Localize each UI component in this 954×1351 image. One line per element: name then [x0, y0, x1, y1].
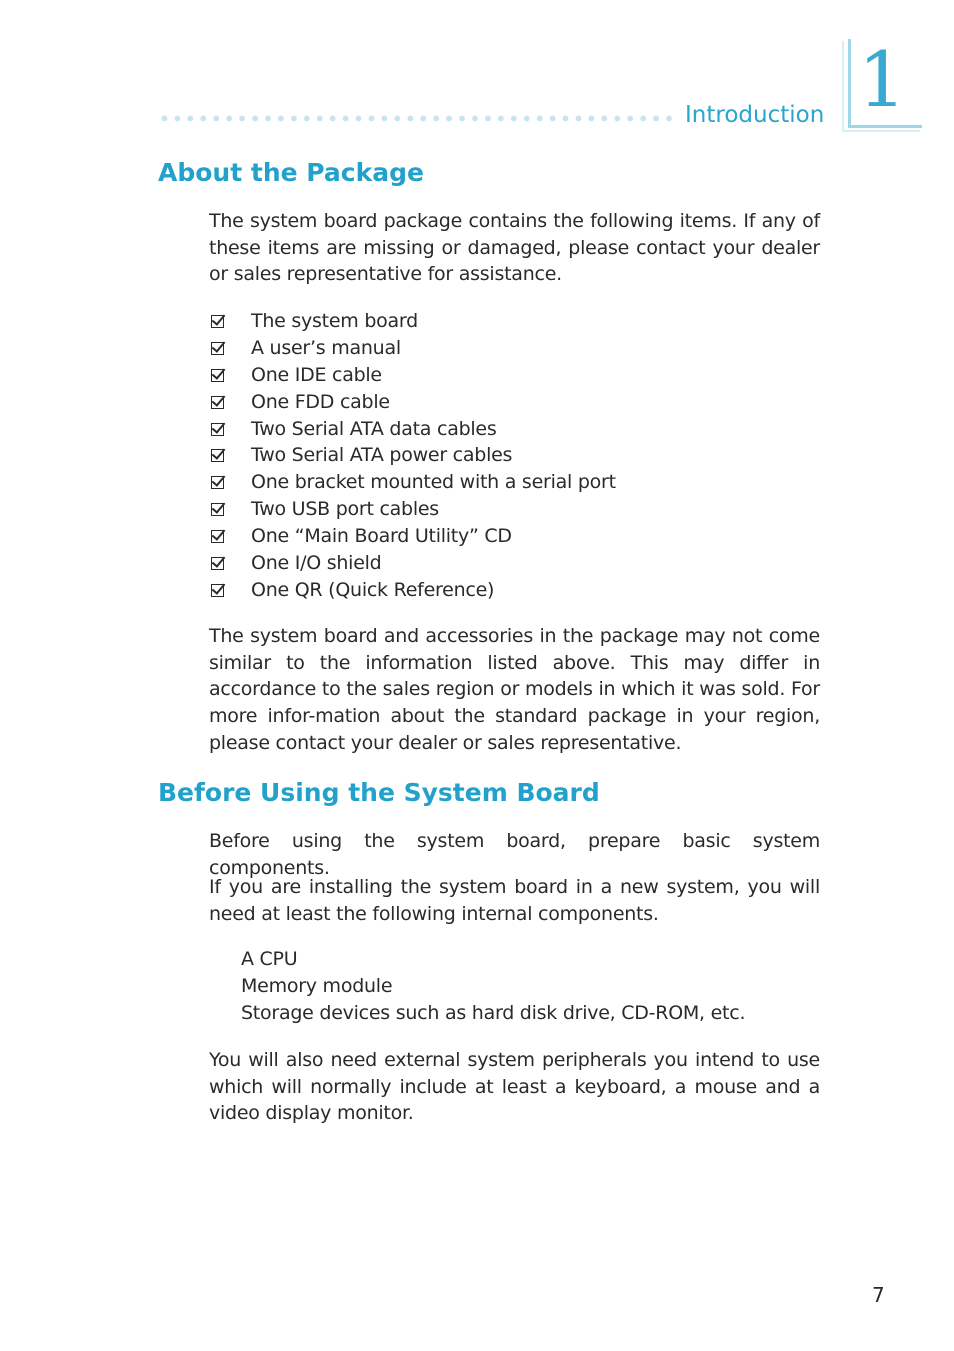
chapter-box-line	[842, 41, 844, 131]
checkbox-checked-icon	[211, 369, 224, 382]
chapter-number-box	[842, 35, 922, 133]
chapter-title: Introduction	[685, 102, 825, 128]
checkbox-checked-icon	[211, 396, 224, 409]
checklist-item-label: One I/O shield	[251, 552, 382, 575]
checklist-item-label: A user’s manual	[251, 336, 401, 359]
checklist-item	[211, 550, 616, 577]
checkbox-checked-icon	[211, 449, 224, 462]
component-item: Memory module	[241, 975, 393, 997]
chapter-number: 1	[858, 35, 907, 124]
checkbox-checked-icon	[211, 423, 224, 436]
page-number: 7	[872, 1283, 885, 1307]
checklist-item	[211, 577, 616, 604]
checklist-item	[211, 308, 616, 335]
checklist-item	[211, 416, 616, 443]
checkbox-checked-icon	[211, 315, 224, 328]
checklist-item-label: One FDD cable	[251, 390, 390, 413]
checklist-item-label: Two USB port cables	[251, 498, 439, 521]
checklist-item-label: Two Serial ATA data cables	[251, 417, 497, 440]
section-heading-before-using: Before Using the System Board	[158, 778, 600, 807]
internal-components-paragraph: If you are installing the system board in a new system, you will need at least the following internal components.	[209, 876, 820, 925]
checkbox-checked-icon	[211, 557, 224, 570]
checklist-item-label: One bracket mounted with a serial port	[251, 471, 616, 494]
checklist-item-label: Two Serial ATA power cables	[251, 444, 513, 467]
checklist-item-label: One “Main Board Utility” CD	[251, 525, 512, 548]
header-dotted-rule	[158, 115, 676, 122]
checklist-item-label: One QR (Quick Reference)	[251, 578, 495, 601]
package-note-paragraph: The system board and accessories in the package may not come similar to the information listed above. This may differ in accordance to the sales region or models in which it was sold. For more infor-mation about the standard package in your region, please contact your dealer or sales representative.	[209, 625, 820, 754]
internal-components-list	[241, 946, 745, 1027]
checklist-item	[211, 496, 616, 523]
component-item: Storage devices such as hard disk drive, CD-ROM, etc.	[241, 1002, 746, 1024]
chapter-box-line	[848, 125, 922, 128]
checklist-item	[211, 442, 616, 469]
external-peripherals-paragraph: You will also need external system peripherals you intend to use which will normally include at least a keyboard, a mouse and a video display monitor.	[209, 1049, 820, 1125]
checkbox-checked-icon	[211, 584, 224, 597]
component-item: A CPU	[241, 948, 298, 970]
checkbox-checked-icon	[211, 476, 224, 489]
checkbox-checked-icon	[211, 503, 224, 516]
checklist-item	[211, 389, 616, 416]
checklist-item-label: One IDE cable	[251, 363, 382, 386]
section-heading-about-package: About the Package	[158, 158, 424, 187]
checklist-item-label: The system board	[251, 310, 418, 332]
package-intro-paragraph: The system board package contains the following items. If any of these items are missing or damaged, please contact your dealer or sales representative for assistance.	[209, 210, 820, 286]
chapter-box-line	[848, 39, 851, 127]
prepare-components-paragraph: Before using the system board, prepare basic system components.	[209, 830, 820, 879]
checkbox-checked-icon	[211, 342, 224, 355]
package-checklist	[211, 308, 616, 604]
checklist-item	[211, 362, 616, 389]
checklist-item	[211, 469, 616, 496]
chapter-box-line	[842, 130, 920, 132]
checklist-item	[211, 335, 616, 362]
checkbox-checked-icon	[211, 530, 224, 543]
checklist-item	[211, 523, 616, 550]
